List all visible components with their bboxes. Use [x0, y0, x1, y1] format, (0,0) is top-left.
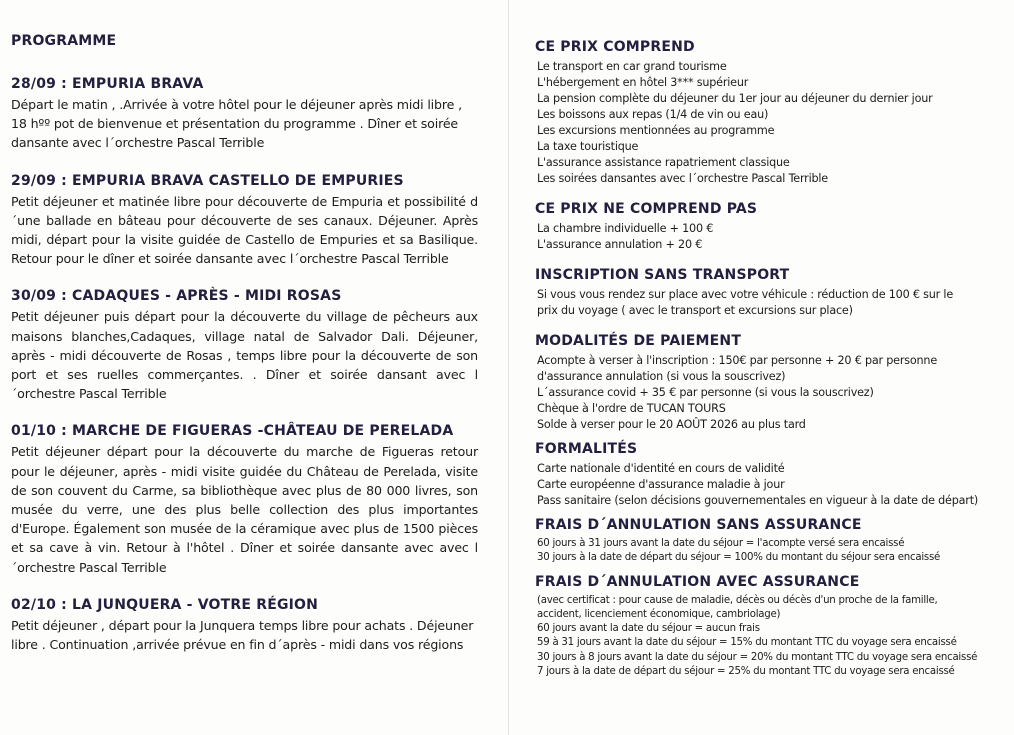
list-item: Solde à verser pour le 20 AOÛT 2026 au plus tard — [537, 418, 806, 431]
list-item: 60 jours à 31 jours avant la date du séjour = l'acompte versé sera encaissé — [537, 538, 905, 549]
list-item: L'hébergement en hôtel 3*** supérieur — [537, 76, 749, 89]
day-block — [11, 288, 478, 403]
list-item: Les boissons aux repas (1/4 de vin ou eau) — [537, 108, 769, 121]
list-item: L´assurance covid + 35 € par personne (si vous la souscrivez) — [537, 386, 874, 399]
day-block — [11, 597, 478, 654]
list-item: La chambre individuelle + 100 € — [537, 222, 714, 235]
list-item: Chèque à l'ordre de TUCAN TOURS — [537, 402, 726, 415]
day-heading: 01/10 : MARCHE DE FIGUERAS -CHÂTEAU DE PERELADA — [11, 423, 454, 440]
list-item: Le transport en car grand tourisme — [537, 60, 727, 73]
list-item: (avec certificat : pour cause de maladie, décès ou décès d'un proche de la famille, — [537, 594, 938, 606]
section-inscription — [535, 267, 1005, 319]
list-item: Les excursions mentionnées au programme — [537, 124, 775, 137]
day-description: Départ le matin , .Arrivée à votre hôtel pour le déjeuner après midi libre , 18 hºº pot de bienvenue et présentation du programme . Dîner et soirée dansante avec l´orchestre Pascal Terrible — [11, 97, 462, 151]
list-item: Carte européenne d'assurance maladie à jour — [537, 478, 785, 491]
section-paiement — [535, 333, 1005, 433]
list-item: Carte nationale d'identité en cours de validité — [537, 462, 785, 475]
list-item: 60 jours avant la date du séjour = aucun frais — [537, 623, 760, 635]
day-description: Petit déjeuner , départ pour la Junquera temps libre pour achats . Déjeuner libre . Continuation ,arrivée prévue en fin d´après - midi dans vos régions — [11, 617, 474, 653]
list-item: 30 jours à la date de départ du séjour = 100% du montant du séjour sera encaissé — [537, 552, 941, 564]
section-annulation-sans-assurance — [535, 517, 1005, 566]
day-description: Petit déjeuner départ pour la découverte du marche de Figueras retour pour le déjeuner, après - midi visite guidée du Château de Perelada, visite de son couvent du Carme, sa bibliothèque avec plus de 80 000 livres, son musée du verre, une des plus belle collection des plus importantes d'Europe. Également son musée de la céramique avec plus de 1500 pièces et sa cave à vin. Retour à l'hôtel . Dîner et soirée dansante avec avec l´orchestre Pascal Terrible — [11, 444, 478, 575]
list-item: 30 jours à 8 jours avant la date du séjour = 20% du montant TTC du voyage sera encaissé — [537, 651, 978, 663]
list-item: Si vous vous rendez sur place avec votre véhicule : réduction de 100 € sur le — [537, 288, 954, 301]
list-item: La pension complète du déjeuner du 1er jour au déjeuner du dernier jour — [537, 92, 933, 105]
programme-title: PROGRAMME — [11, 33, 117, 49]
day-description: Petit déjeuner puis départ pour la découverte du village de pêcheurs aux maisons blanches,Cadaques, village natal de Salvador Dali. Déjeuner, après - midi découverte de Rosas , temps libre pour la découverte de son port et ses ruelles commerçantes. . Dîner et soirée dansant avec l´orchestre Pascal Terrible — [11, 309, 478, 402]
section-annulation-avec-assurance — [535, 574, 1005, 680]
section-heading: FRAIS D´ANNULATION AVEC ASSURANCE — [535, 573, 860, 590]
conditions-column — [535, 39, 1005, 693]
section-formalites — [535, 441, 1005, 509]
day-heading: 29/09 : EMPURIA BRAVA CASTELLO DE EMPURIES — [11, 172, 404, 189]
section-heading: CE PRIX NE COMPREND PAS — [535, 201, 758, 217]
section-heading: CE PRIX COMPREND — [535, 39, 695, 55]
list-item: 59 à 31 jours avant la date du séjour = 15% du montant TTC du voyage sera encaissé — [537, 637, 957, 649]
list-item: L'assurance annulation + 20 € — [537, 238, 703, 251]
section-heading: FRAIS D´ANNULATION SANS ASSURANCE — [535, 517, 862, 533]
day-heading: 30/09 : CADAQUES - APRÈS - MIDI ROSAS — [11, 288, 342, 305]
programme-column — [11, 33, 478, 674]
section-heading: MODALITÉS DE PAIEMENT — [535, 333, 742, 349]
list-item: Acompte à verser à l'inscription : 150€ par personne + 20 € par personne — [537, 354, 938, 367]
day-description: Petit déjeuner et matinée libre pour découverte de Empuria et possibilité d´une ballade en bâteau pour découverte de ses canaux. Déjeuner. Après midi, départ pour la visite guidée de Castello de Empuries et sa Basilique. Retour pour le dîner et soirée dansante avec l´orchestre Pascal Terrible — [11, 193, 478, 267]
day-block — [11, 423, 478, 576]
list-item: Pass sanitaire (selon décisions gouvernementales en vigueur à la date de départ) — [537, 494, 979, 507]
list-item: L'assurance assistance rapatriement classique — [537, 156, 790, 169]
list-item: accident, licenciement économique, cambriolage) — [537, 608, 781, 620]
list-item: La taxe touristique — [537, 140, 639, 153]
section-prix-ne-comprend-pas — [535, 201, 1005, 253]
section-heading: FORMALITÉS — [535, 441, 638, 457]
day-heading: 28/09 : EMPURIA BRAVA — [11, 76, 204, 92]
day-block — [11, 173, 478, 269]
section-prix-comprend — [535, 39, 1005, 187]
list-item: Les soirées dansantes avec l´orchestre Pascal Terrible — [537, 172, 828, 185]
list-item: prix du voyage ( avec le transport et excursions sur place) — [537, 304, 853, 317]
list-item: d'assurance annulation (si vous la souscrivez) — [537, 370, 786, 383]
column-fold-divider — [508, 0, 509, 735]
day-block — [11, 76, 478, 153]
list-item: 7 jours à la date de départ du séjour = 25% du montant TTC du voyage sera encaissé — [537, 666, 955, 678]
day-heading: 02/10 : LA JUNQUERA - VOTRE RÉGION — [11, 596, 319, 613]
section-heading: INSCRIPTION SANS TRANSPORT — [535, 267, 790, 283]
